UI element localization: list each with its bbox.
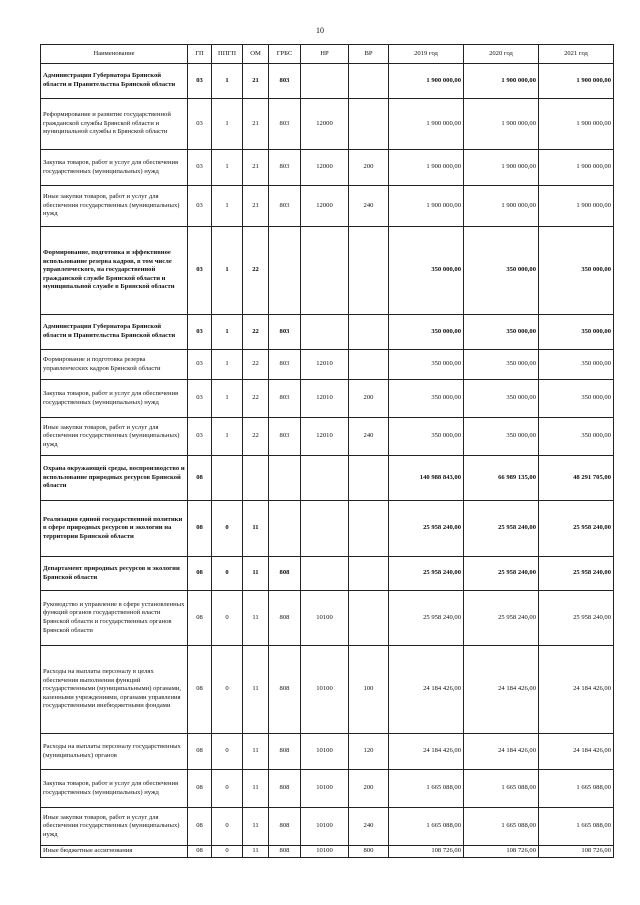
gp-cell: 08 xyxy=(188,846,212,858)
amount-2019-cell: 350 000,00 xyxy=(389,227,464,315)
header-vr: ВР xyxy=(349,45,389,64)
header-gp: ГП xyxy=(188,45,212,64)
amount-2021-cell: 1 665 088,00 xyxy=(539,770,614,808)
header-ppgp: ППГП xyxy=(212,45,243,64)
table-row xyxy=(41,770,614,808)
vr-cell xyxy=(349,99,389,150)
amount-2019-cell: 1 665 088,00 xyxy=(389,808,464,846)
om-cell: 11 xyxy=(243,557,269,591)
amount-2019-cell: 1 900 000,00 xyxy=(389,99,464,150)
om-cell: 21 xyxy=(243,150,269,186)
amount-2020-cell: 1 665 088,00 xyxy=(464,808,539,846)
table-row xyxy=(41,734,614,770)
table-row xyxy=(41,846,614,858)
name-cell: Администрация Губернатора Брянской области и Правительства Брянской области xyxy=(41,64,188,99)
amount-2020-cell: 25 958 240,00 xyxy=(464,501,539,557)
grbs-cell: 808 xyxy=(269,846,301,858)
amount-2019-cell: 25 958 240,00 xyxy=(389,591,464,646)
grbs-cell xyxy=(269,501,301,557)
amount-2020-cell: 66 989 135,00 xyxy=(464,456,539,501)
vr-cell: 800 xyxy=(349,846,389,858)
table-row xyxy=(41,646,614,734)
nr-cell: 12010 xyxy=(301,380,349,418)
table-row xyxy=(41,591,614,646)
table-row xyxy=(41,227,614,315)
ppgp-cell: 1 xyxy=(212,315,243,350)
nr-cell xyxy=(301,227,349,315)
vr-cell xyxy=(349,591,389,646)
om-cell: 11 xyxy=(243,501,269,557)
nr-cell: 10100 xyxy=(301,591,349,646)
name-cell: Формирование, подготовка и эффективное использование резерва кадров, в том числе управленческого, на государственной гражданской службе Брянской области и муниципальной службе в Брянской области xyxy=(41,227,188,315)
grbs-cell xyxy=(269,456,301,501)
table-row xyxy=(41,315,614,350)
grbs-cell: 803 xyxy=(269,315,301,350)
amount-2020-cell: 1 900 000,00 xyxy=(464,150,539,186)
amount-2021-cell: 1 900 000,00 xyxy=(539,186,614,227)
name-cell: Администрация Губернатора Брянской области и Правительства Брянской области xyxy=(41,315,188,350)
name-cell: Реализация единой государственной политики в сфере природных ресурсов и экологии на территории Брянской области xyxy=(41,501,188,557)
amount-2019-cell: 350 000,00 xyxy=(389,315,464,350)
amount-2019-cell: 350 000,00 xyxy=(389,380,464,418)
nr-cell: 12000 xyxy=(301,150,349,186)
amount-2020-cell: 25 958 240,00 xyxy=(464,591,539,646)
amount-2019-cell: 1 900 000,00 xyxy=(389,186,464,227)
table-row xyxy=(41,808,614,846)
amount-2020-cell: 24 184 426,00 xyxy=(464,646,539,734)
gp-cell: 03 xyxy=(188,350,212,380)
name-cell: Закупка товаров, работ и услуг для обеспечения государственных (муниципальных) нужд xyxy=(41,770,188,808)
ppgp-cell: 1 xyxy=(212,99,243,150)
name-cell: Формирование и подготовка резерва управленческих кадров Брянской области xyxy=(41,350,188,380)
ppgp-cell: 0 xyxy=(212,646,243,734)
name-cell: Расходы на выплаты персоналу государственных (муниципальных) органов xyxy=(41,734,188,770)
table-row xyxy=(41,557,614,591)
header-name: Наименование xyxy=(41,45,188,64)
name-cell: Иные бюджетные ассигнования xyxy=(41,846,188,858)
ppgp-cell: 1 xyxy=(212,186,243,227)
nr-cell xyxy=(301,501,349,557)
amount-2019-cell: 1 665 088,00 xyxy=(389,770,464,808)
header-2021: 2021 год xyxy=(539,45,614,64)
amount-2020-cell: 350 000,00 xyxy=(464,418,539,456)
amount-2021-cell: 350 000,00 xyxy=(539,380,614,418)
nr-cell: 10100 xyxy=(301,808,349,846)
table-row xyxy=(41,99,614,150)
ppgp-cell: 0 xyxy=(212,808,243,846)
grbs-cell xyxy=(269,227,301,315)
header-2019: 2019 год xyxy=(389,45,464,64)
om-cell: 11 xyxy=(243,846,269,858)
om-cell: 22 xyxy=(243,350,269,380)
om-cell: 11 xyxy=(243,770,269,808)
amount-2020-cell: 350 000,00 xyxy=(464,380,539,418)
om-cell: 22 xyxy=(243,418,269,456)
ppgp-cell xyxy=(212,456,243,501)
table-header-row xyxy=(41,45,614,64)
vr-cell xyxy=(349,456,389,501)
nr-cell: 10100 xyxy=(301,646,349,734)
table-row xyxy=(41,150,614,186)
amount-2021-cell: 350 000,00 xyxy=(539,315,614,350)
header-nr: НР xyxy=(301,45,349,64)
om-cell: 22 xyxy=(243,315,269,350)
ppgp-cell: 1 xyxy=(212,227,243,315)
grbs-cell: 808 xyxy=(269,646,301,734)
table-row xyxy=(41,456,614,501)
gp-cell: 03 xyxy=(188,227,212,315)
amount-2019-cell: 24 184 426,00 xyxy=(389,734,464,770)
gp-cell: 08 xyxy=(188,501,212,557)
table-row xyxy=(41,380,614,418)
grbs-cell: 803 xyxy=(269,64,301,99)
grbs-cell: 803 xyxy=(269,186,301,227)
nr-cell xyxy=(301,315,349,350)
gp-cell: 03 xyxy=(188,315,212,350)
nr-cell xyxy=(301,64,349,99)
name-cell: Иные закупки товаров, работ и услуг для обеспечения государственных (муниципальных) нужд xyxy=(41,418,188,456)
gp-cell: 03 xyxy=(188,186,212,227)
vr-cell: 200 xyxy=(349,150,389,186)
amount-2020-cell: 1 665 088,00 xyxy=(464,770,539,808)
table-row xyxy=(41,350,614,380)
grbs-cell: 803 xyxy=(269,380,301,418)
gp-cell: 08 xyxy=(188,770,212,808)
amount-2020-cell: 1 900 000,00 xyxy=(464,99,539,150)
gp-cell: 08 xyxy=(188,557,212,591)
nr-cell xyxy=(301,557,349,591)
vr-cell: 240 xyxy=(349,418,389,456)
om-cell: 11 xyxy=(243,591,269,646)
table-row xyxy=(41,64,614,99)
grbs-cell: 808 xyxy=(269,808,301,846)
nr-cell: 12010 xyxy=(301,350,349,380)
nr-cell: 12000 xyxy=(301,186,349,227)
om-cell: 11 xyxy=(243,646,269,734)
vr-cell: 120 xyxy=(349,734,389,770)
name-cell: Охрана окружающей среды, воспроизводство и использование природных ресурсов Брянской области xyxy=(41,456,188,501)
amount-2021-cell: 25 958 240,00 xyxy=(539,591,614,646)
amount-2019-cell: 140 988 843,00 xyxy=(389,456,464,501)
amount-2020-cell: 108 726,00 xyxy=(464,846,539,858)
gp-cell: 08 xyxy=(188,456,212,501)
gp-cell: 08 xyxy=(188,808,212,846)
om-cell: 21 xyxy=(243,186,269,227)
vr-cell: 240 xyxy=(349,186,389,227)
vr-cell xyxy=(349,64,389,99)
table-row xyxy=(41,186,614,227)
table-row xyxy=(41,418,614,456)
nr-cell: 10100 xyxy=(301,770,349,808)
amount-2020-cell: 1 900 000,00 xyxy=(464,64,539,99)
vr-cell xyxy=(349,501,389,557)
grbs-cell: 803 xyxy=(269,150,301,186)
amount-2021-cell: 350 000,00 xyxy=(539,227,614,315)
page-number: 10 xyxy=(316,26,324,35)
amount-2019-cell: 25 958 240,00 xyxy=(389,557,464,591)
om-cell: 11 xyxy=(243,808,269,846)
amount-2021-cell: 25 958 240,00 xyxy=(539,501,614,557)
header-2020: 2020 год xyxy=(464,45,539,64)
name-cell: Расходы на выплаты персоналу в целях обеспечения выполнения функций государственными (муниципальными) органами, казенными учреждениями, органами управления государственными внебюджетными фондами xyxy=(41,646,188,734)
name-cell: Иные закупки товаров, работ и услуг для обеспечения государственных (муниципальных) нужд xyxy=(41,808,188,846)
gp-cell: 08 xyxy=(188,591,212,646)
amount-2020-cell: 350 000,00 xyxy=(464,227,539,315)
amount-2019-cell: 25 958 240,00 xyxy=(389,501,464,557)
ppgp-cell: 1 xyxy=(212,150,243,186)
vr-cell xyxy=(349,557,389,591)
grbs-cell: 808 xyxy=(269,557,301,591)
amount-2021-cell: 1 665 088,00 xyxy=(539,808,614,846)
grbs-cell: 803 xyxy=(269,99,301,150)
ppgp-cell: 1 xyxy=(212,64,243,99)
gp-cell: 03 xyxy=(188,380,212,418)
nr-cell xyxy=(301,456,349,501)
amount-2021-cell: 24 184 426,00 xyxy=(539,734,614,770)
gp-cell: 03 xyxy=(188,99,212,150)
vr-cell xyxy=(349,315,389,350)
ppgp-cell: 1 xyxy=(212,350,243,380)
grbs-cell: 808 xyxy=(269,734,301,770)
grbs-cell: 803 xyxy=(269,350,301,380)
amount-2021-cell: 24 184 426,00 xyxy=(539,646,614,734)
amount-2020-cell: 350 000,00 xyxy=(464,315,539,350)
vr-cell: 200 xyxy=(349,380,389,418)
amount-2021-cell: 350 000,00 xyxy=(539,418,614,456)
amount-2021-cell: 1 900 000,00 xyxy=(539,64,614,99)
vr-cell xyxy=(349,227,389,315)
vr-cell: 200 xyxy=(349,770,389,808)
om-cell: 21 xyxy=(243,99,269,150)
amount-2020-cell: 25 958 240,00 xyxy=(464,557,539,591)
gp-cell: 03 xyxy=(188,64,212,99)
name-cell: Реформирование и развитие государственной гражданской службы Брянской области и муниципальной службы в Брянской области xyxy=(41,99,188,150)
name-cell: Закупка товаров, работ и услуг для обеспечения государственных (муниципальных) нужд xyxy=(41,150,188,186)
ppgp-cell: 0 xyxy=(212,557,243,591)
ppgp-cell: 1 xyxy=(212,380,243,418)
gp-cell: 08 xyxy=(188,734,212,770)
budget-table xyxy=(40,44,614,858)
om-cell xyxy=(243,456,269,501)
om-cell: 22 xyxy=(243,380,269,418)
ppgp-cell: 0 xyxy=(212,734,243,770)
om-cell: 21 xyxy=(243,64,269,99)
gp-cell: 03 xyxy=(188,150,212,186)
om-cell: 11 xyxy=(243,734,269,770)
amount-2020-cell: 1 900 000,00 xyxy=(464,186,539,227)
ppgp-cell: 0 xyxy=(212,770,243,808)
om-cell: 22 xyxy=(243,227,269,315)
grbs-cell: 808 xyxy=(269,591,301,646)
vr-cell: 100 xyxy=(349,646,389,734)
nr-cell: 12010 xyxy=(301,418,349,456)
name-cell: Иные закупки товаров, работ и услуг для обеспечения государственных (муниципальных) нужд xyxy=(41,186,188,227)
gp-cell: 03 xyxy=(188,418,212,456)
amount-2021-cell: 350 000,00 xyxy=(539,350,614,380)
nr-cell: 10100 xyxy=(301,734,349,770)
amount-2021-cell: 1 900 000,00 xyxy=(539,99,614,150)
amount-2020-cell: 24 184 426,00 xyxy=(464,734,539,770)
vr-cell xyxy=(349,350,389,380)
ppgp-cell: 0 xyxy=(212,846,243,858)
amount-2019-cell: 1 900 000,00 xyxy=(389,150,464,186)
nr-cell: 10100 xyxy=(301,846,349,858)
name-cell: Руководство и управление в сфере установленных функций органов государственной власти Брянской области и государственных органов Брянской области xyxy=(41,591,188,646)
amount-2021-cell: 48 291 705,00 xyxy=(539,456,614,501)
amount-2021-cell: 108 726,00 xyxy=(539,846,614,858)
table-row xyxy=(41,501,614,557)
amount-2019-cell: 108 726,00 xyxy=(389,846,464,858)
ppgp-cell: 1 xyxy=(212,418,243,456)
header-om: ОМ xyxy=(243,45,269,64)
ppgp-cell: 0 xyxy=(212,591,243,646)
amount-2021-cell: 1 900 000,00 xyxy=(539,150,614,186)
grbs-cell: 808 xyxy=(269,770,301,808)
gp-cell: 08 xyxy=(188,646,212,734)
amount-2019-cell: 1 900 000,00 xyxy=(389,64,464,99)
name-cell: Департамент природных ресурсов и экологии Брянской области xyxy=(41,557,188,591)
amount-2019-cell: 350 000,00 xyxy=(389,418,464,456)
grbs-cell: 803 xyxy=(269,418,301,456)
amount-2019-cell: 350 000,00 xyxy=(389,350,464,380)
name-cell: Закупка товаров, работ и услуг для обеспечения государственных (муниципальных) нужд xyxy=(41,380,188,418)
header-grbs: ГРБС xyxy=(269,45,301,64)
amount-2020-cell: 350 000,00 xyxy=(464,350,539,380)
ppgp-cell: 0 xyxy=(212,501,243,557)
amount-2019-cell: 24 184 426,00 xyxy=(389,646,464,734)
amount-2021-cell: 25 958 240,00 xyxy=(539,557,614,591)
nr-cell: 12000 xyxy=(301,99,349,150)
vr-cell: 240 xyxy=(349,808,389,846)
